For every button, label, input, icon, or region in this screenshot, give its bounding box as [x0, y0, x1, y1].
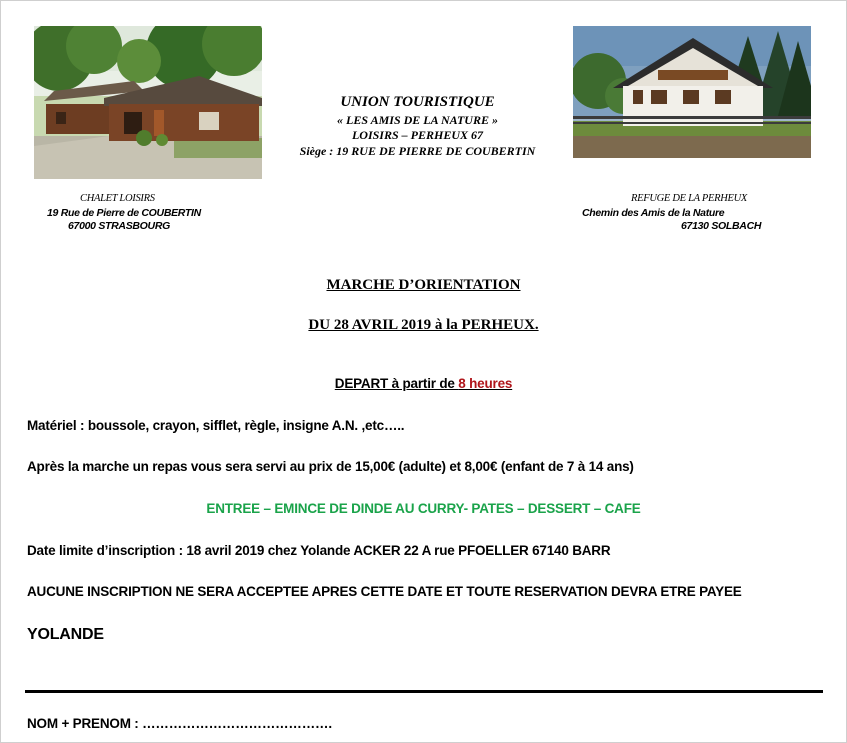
right-address-street: Chemin des Amis de la Nature — [582, 207, 725, 219]
right-address-city: 67130 SOLBACH — [681, 220, 762, 232]
event-date: DU 28 AVRIL 2019 à la PERHEUX. — [308, 317, 539, 333]
divider-rule — [25, 690, 823, 693]
depart-time: 8 heures — [458, 376, 513, 391]
right-address-name: REFUGE DE LA PERHEUX — [631, 193, 747, 204]
left-address-city: 67000 STRASBOURG — [68, 220, 170, 232]
depart-line — [0, 376, 847, 391]
materiel-line: Matériel : boussole, crayon, sifflet, règle, insigne A.N. ,etc….. — [27, 418, 405, 433]
date-limite-line: Date limite d’inscription : 18 avril 2019 chez Yolande ACKER 22 A rue PFOELLER 67140 BARR — [27, 543, 611, 558]
org-siege: Siège : 19 RUE DE PIERRE DE COUBERTIN — [299, 144, 536, 158]
org-subtitle: « LES AMIS DE LA NATURE » — [337, 113, 498, 127]
refuge-perheux-photo — [573, 26, 811, 158]
repas-line: Après la marche un repas vous sera servi au prix de 15,00€ (adulte) et 8,00€ (enfant de 7 à 14 ans) — [27, 459, 634, 474]
signature: YOLANDE — [27, 626, 104, 643]
org-loisirs: LOISIRS – PERHEUX 67 — [351, 128, 484, 142]
nom-prenom-field: NOM + PRENOM : ……………………………………. — [27, 716, 332, 731]
left-address-name: CHALET LOISIRS — [80, 193, 155, 204]
depart-prefix: DEPART à partir de — [334, 376, 459, 391]
left-address-street: 19 Rue de Pierre de COUBERTIN — [47, 207, 201, 219]
org-name: UNION TOURISTIQUE — [340, 94, 495, 110]
aucune-inscription-line: AUCUNE INSCRIPTION NE SERA ACCEPTEE APRES CETTE DATE ET TOUTE RESERVATION DEVRA ETRE PAYEE — [27, 584, 742, 599]
event-title: MARCHE D’ORIENTATION — [326, 277, 521, 293]
menu-line: ENTREE – EMINCE DE DINDE AU CURRY- PATES – DESSERT – CAFE — [206, 501, 641, 516]
chalet-loisirs-photo — [34, 26, 262, 179]
